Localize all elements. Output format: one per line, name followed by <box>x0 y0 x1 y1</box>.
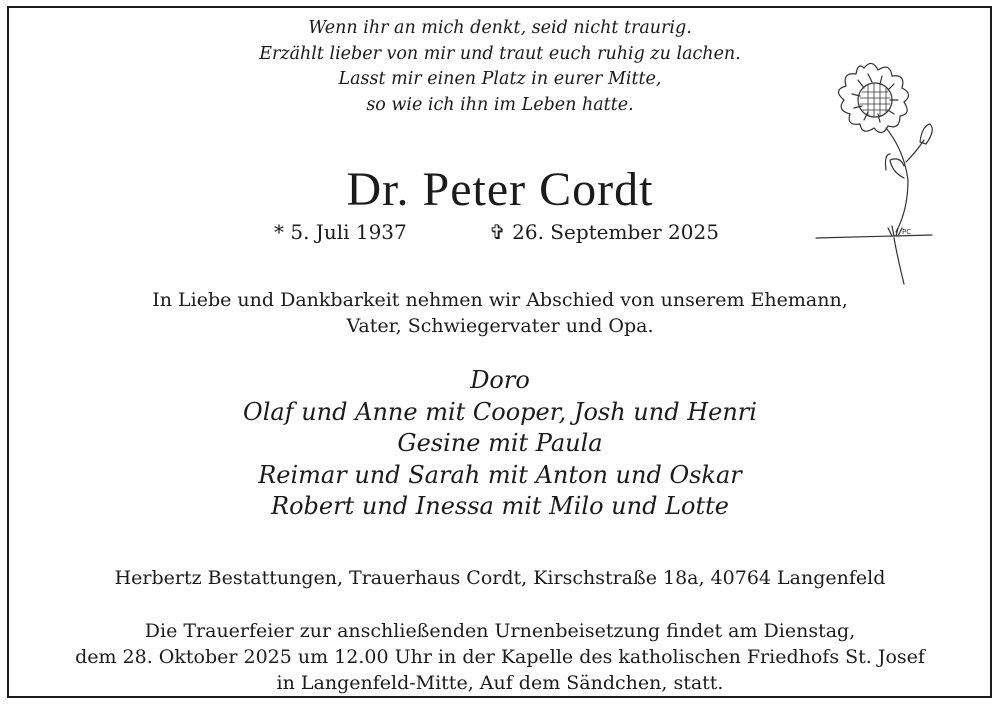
birth-date: * 5. Juli 1937 <box>274 220 407 244</box>
family-member: Robert und Inessa mit Milo und Lotte <box>271 492 729 520</box>
farewell-text <box>0 287 1000 339</box>
service-line: in Langenfeld-Mitte, Auf dem Sändchen, statt. <box>276 672 724 694</box>
deceased-name: Dr. Peter Cordt <box>346 163 654 216</box>
death-date: ✞ 26. September 2025 <box>489 220 719 244</box>
root-line <box>894 238 904 284</box>
undertaker-address: Herbertz Bestattungen, Trauerhaus Cordt, Kirschstraße 18a, 40764 Langenfeld <box>114 567 886 589</box>
poem-line: Erzählt lieber von mir und traut euch ruhig zu lachen. <box>259 43 741 64</box>
family-member: Reimar und Sarah mit Anton und Oskar <box>258 460 742 489</box>
service-info <box>0 618 1000 696</box>
sunflower-center <box>858 83 892 117</box>
family-list <box>0 365 1000 523</box>
sunflower-leaf <box>890 159 904 178</box>
poem-line: Wenn ihr an mich denkt, seid nicht traurig. <box>308 18 692 38</box>
poem-line: so wie ich ihn im Leben hatte. <box>366 94 634 115</box>
sunflower-small-bud <box>886 154 891 170</box>
sunflower-stem <box>886 128 908 232</box>
family-member: Olaf und Anne mit Cooper, Josh und Henri <box>243 397 757 426</box>
service-line: Die Trauerfeier zur anschließenden Urnenbeisetzung findet am Dienstag, <box>144 620 856 642</box>
grass-tuft <box>888 226 902 236</box>
poem-line: Lasst mir einen Platz in eurer Mitte, <box>338 69 662 89</box>
farewell-line: In Liebe und Dankbarkeit nehmen wir Abschied von unserem Ehemann, <box>152 289 848 311</box>
artist-initials: PC <box>902 228 912 236</box>
family-member: Gesine mit Paula <box>397 429 603 457</box>
sunflower-branch <box>906 140 924 162</box>
sunflower-bud <box>920 124 932 144</box>
service-line: dem 28. Oktober 2025 um 12.00 Uhr in der Kapelle des katholischen Friedhofs St. Josef <box>75 646 925 668</box>
farewell-line: Vater, Schwiegervater und Opa. <box>346 315 654 337</box>
sunflower-drawing-icon <box>812 60 937 290</box>
ground-line <box>816 235 932 238</box>
family-member: Doro <box>470 366 530 394</box>
